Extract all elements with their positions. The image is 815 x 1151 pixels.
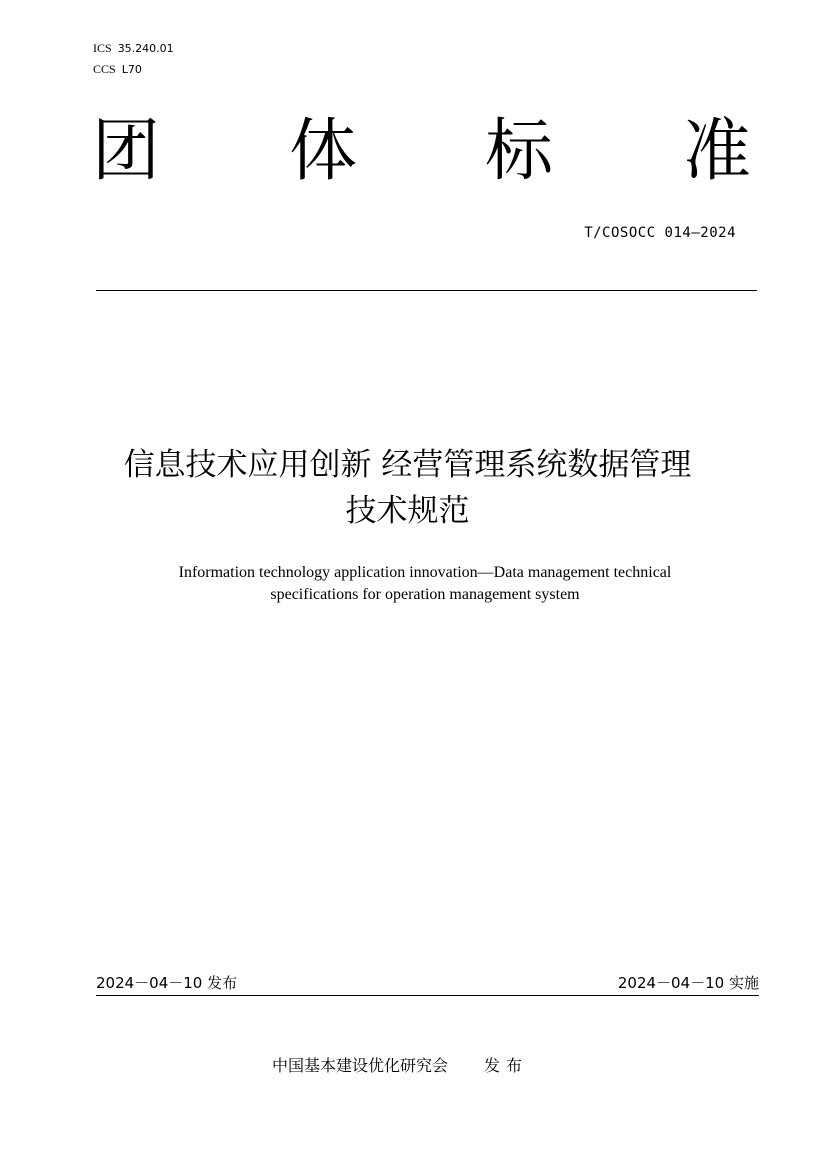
ccs-label: CCS bbox=[93, 62, 116, 76]
header-divider bbox=[96, 290, 757, 291]
standard-type-char: 团 bbox=[92, 112, 161, 191]
chinese-title-line: 技术规范 bbox=[345, 493, 470, 529]
standard-type-heading bbox=[92, 114, 755, 194]
chinese-title-line: 信息技术应用创新 经营管理系统数据管理 bbox=[123, 447, 692, 483]
publisher-line bbox=[272, 1053, 528, 1076]
standard-number: T/COSOCC 014—2024 bbox=[584, 225, 736, 241]
standard-type-char: 标 bbox=[485, 112, 554, 191]
english-title bbox=[90, 562, 760, 606]
english-title-line: Information technology application innovation—Data management technical bbox=[178, 564, 672, 581]
implementation-date: 2024－04－10 实施 bbox=[617, 974, 759, 992]
issue-date: 2024－04－10 发布 bbox=[96, 974, 238, 992]
publisher-name: 中国基本建设优化研究会 bbox=[272, 1056, 449, 1075]
ics-label: ICS bbox=[93, 41, 112, 55]
chinese-title bbox=[60, 442, 755, 534]
standard-type-char: 准 bbox=[683, 112, 752, 191]
publisher-action: 发布 bbox=[484, 1056, 529, 1075]
footer-divider bbox=[96, 995, 759, 996]
ics-value: 35.240.01 bbox=[117, 42, 174, 55]
ccs-row bbox=[93, 59, 174, 80]
ics-row bbox=[93, 38, 174, 59]
classification-codes bbox=[93, 38, 174, 80]
ccs-value: L70 bbox=[121, 63, 142, 76]
english-title-line: specifications for operation management system bbox=[270, 586, 580, 603]
standard-type-char: 体 bbox=[289, 112, 358, 191]
